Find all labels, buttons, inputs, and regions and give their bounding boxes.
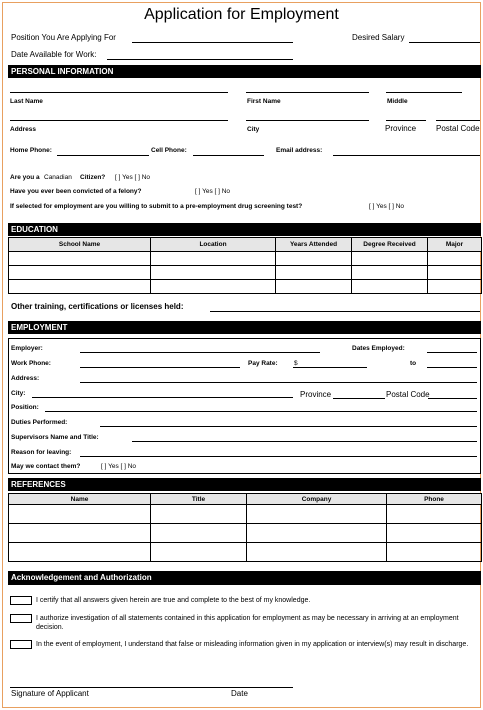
work-phone-field[interactable] [80,367,240,368]
province-field[interactable] [386,120,426,121]
salary-label: Desired Salary [352,33,405,42]
emp-position-field[interactable] [45,411,477,412]
col-degree-received: Degree Received [352,238,428,252]
email-field[interactable] [333,155,480,156]
contact-label: May we contact them? [11,463,81,470]
citizen-question-word: Canadian [44,174,72,181]
province-label: Province [385,124,417,133]
postal-label: Postal Code [436,124,480,133]
personal-heading: PERSONAL INFORMATION [8,65,481,78]
emp-postal-field[interactable] [428,398,477,399]
col-ref-phone: Phone [387,494,482,505]
last-name-label: Last Name [10,98,43,105]
address-field[interactable] [10,120,228,121]
first-name-label: First Name [247,98,281,105]
first-name-field[interactable] [246,92,369,93]
citizen-question-post: Citizen? [80,174,106,181]
references-table [8,493,482,562]
cell-phone-field[interactable] [193,155,264,156]
city-field[interactable] [246,120,369,121]
position-field[interactable] [132,42,293,43]
salary-field[interactable] [409,42,480,43]
middle-label: Middle [387,98,408,105]
education-table [8,237,482,294]
middle-field[interactable] [386,92,462,93]
col-years-attended: Years Attended [276,238,352,252]
citizen-yes-no[interactable]: [ ] Yes [ ] No [115,174,151,181]
felony-question: Have you ever been convicted of a felony? [10,188,142,195]
supervisor-field[interactable] [132,441,477,442]
drug-question: If selected for employment are you willing to submit to a pre-employment drug screening test? [10,203,303,210]
table-row [9,266,482,280]
col-ref-name: Name [9,494,151,505]
education-heading: EDUCATION [8,223,481,236]
ack-text-2: I authorize investigation of all statements contained in this application for employment as may be necessary in arriving at an employment decision. [36,615,459,631]
ack-checkbox-1[interactable] [10,596,32,605]
emp-city-label: City: [11,390,26,397]
emp-postal-label: Postal Code [386,390,430,399]
ack-checkbox-2[interactable] [10,614,32,623]
signature-label: Signature of Applicant [11,689,89,698]
references-heading: REFERENCES [8,478,481,491]
other-training-label: Other training, certifications or licenses held: [11,302,184,311]
cell-phone-label: Cell Phone: [151,147,187,154]
col-major: Major [428,238,482,252]
date-available-label: Date Available for Work: [11,50,97,59]
dollar-sign: $ [294,360,298,367]
reason-label: Reason for leaving: [11,449,72,456]
employment-heading: EMPLOYMENT [8,321,481,334]
table-row [9,280,482,294]
date-label: Date [231,689,248,698]
emp-province-field[interactable] [333,398,385,399]
supervisor-label: Supervisors Name and Title: [11,434,99,441]
employer-label: Employer: [11,345,43,352]
contact-yes-no[interactable]: [ ] Yes [ ] No [101,463,137,470]
dates-employed-label: Dates Employed: [352,345,405,352]
table-row [9,543,482,562]
employer-field[interactable] [80,352,320,353]
table-row [9,252,482,266]
emp-province-label: Province [300,390,332,399]
table-row [9,524,482,543]
table-row [9,505,482,524]
position-label: Position You Are Applying For [11,33,116,42]
ack-text-1: I certify that all answers given herein are true and complete to the best of my knowledge. [36,597,311,604]
ack-text-3: In the event of employment, I understand that false or misleading information given in my application or interview(s) may result in discharge. [36,641,469,648]
emp-position-label: Position: [11,404,39,411]
pay-rate-field[interactable] [293,367,367,368]
col-ref-title: Title [151,494,247,505]
city-label: City [247,126,260,133]
reason-field[interactable] [80,456,477,457]
dates-employed-field[interactable] [427,352,477,353]
to-label: to [410,360,417,367]
pay-rate-label: Pay Rate: [248,360,278,367]
felony-yes-no[interactable]: [ ] Yes [ ] No [195,188,231,195]
col-school-name: School Name [9,238,151,252]
dates-to-field[interactable] [427,367,477,368]
emp-address-label: Address: [11,375,40,382]
ack-checkbox-3[interactable] [10,640,32,649]
col-location: Location [151,238,276,252]
col-ref-company: Company [247,494,387,505]
emp-city-field[interactable] [32,397,293,398]
duties-field[interactable] [100,426,477,427]
employment-box [8,338,481,474]
home-phone-label: Home Phone: [10,147,52,154]
citizen-question-pre: Are you a [10,174,40,181]
home-phone-field[interactable] [57,155,149,156]
postal-field[interactable] [436,120,480,121]
work-phone-label: Work Phone: [11,360,51,367]
emp-address-field[interactable] [80,382,477,383]
other-training-field[interactable] [210,311,480,312]
email-label: Email address: [276,147,323,154]
form-title: Application for Employment [144,6,339,23]
last-name-field[interactable] [10,92,228,93]
duties-label: Duties Performed: [11,419,68,426]
acknowledgement-heading: Acknowledgement and Authorization [8,571,481,585]
date-available-field[interactable] [107,59,293,60]
address-label: Address [10,126,37,133]
signature-field[interactable] [10,687,293,688]
drug-yes-no[interactable]: [ ] Yes [ ] No [369,203,405,210]
